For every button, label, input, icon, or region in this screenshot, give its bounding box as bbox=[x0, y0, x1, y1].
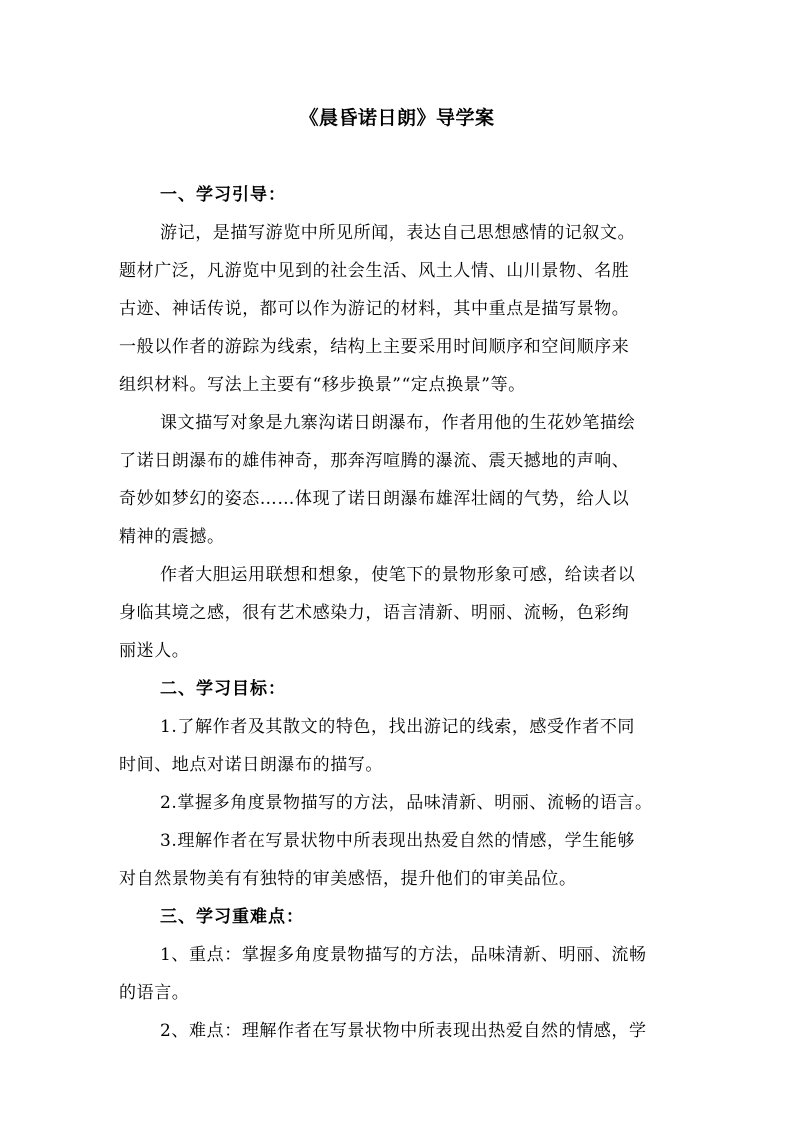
list-item-line: 2、难点：理解作者在写景状物中所表现出热爱自然的情感，学 bbox=[160, 1021, 647, 1041]
paragraph-line: 组织材料。写法上主要有“移步换景”“定点换景”等。 bbox=[119, 375, 526, 395]
list-item-line: 对自然景物美有有独特的审美感悟，提升他们的审美品位。 bbox=[119, 869, 577, 889]
paragraph-line: 游记，是描写游览中所见所闻，表达自己思想感情的记叙文。 bbox=[160, 223, 636, 243]
section-heading-objectives: 二、学习目标： bbox=[160, 679, 286, 699]
paragraph-line: 古迹、神话传说，都可以作为游记的材料，其中重点是描写景物。 bbox=[119, 299, 630, 319]
paragraph-line: 一般以作者的游踪为线索，结构上主要采用时间顺序和空间顺序来 bbox=[119, 337, 630, 357]
list-item-line: 时间、地点对诺日朗瀑布的描写。 bbox=[119, 755, 383, 775]
list-item-line: 的语言。 bbox=[119, 983, 190, 1003]
paragraph-line: 题材广泛，凡游览中见到的社会生活、风土人情、山川景物、名胜 bbox=[119, 261, 630, 281]
paragraph-line: 丽迷人。 bbox=[119, 641, 190, 661]
paragraph-line: 课文描写对象是九寨沟诺日朗瀑布，作者用他的生花妙笔描绘 bbox=[160, 413, 636, 433]
section-heading-guidance: 一、学习引导： bbox=[160, 185, 286, 205]
paragraph-line: 身临其境之感，很有艺术感染力，语言清新、明丽、流畅，色彩绚 bbox=[119, 603, 630, 623]
paragraph-line: 奇妙如梦幻的姿态……体现了诺日朗瀑布雄浑壮阔的气势，给人以 bbox=[119, 489, 630, 509]
paragraph-line: 了诺日朗瀑布的雄伟神奇，那奔泻喧腾的瀑流、震天撼地的声响、 bbox=[119, 451, 630, 471]
paragraph-line: 精神的震撼。 bbox=[119, 527, 225, 547]
list-item-line: 1.了解作者及其散文的特色，找出游记的线索，感受作者不同 bbox=[160, 717, 636, 737]
section-heading-key-points: 三、学习重难点： bbox=[160, 907, 304, 927]
list-item-line: 1、重点：掌握多角度景物描写的方法，品味清新、明丽、流畅 bbox=[160, 945, 647, 965]
list-item-line: 2.掌握多角度景物描写的方法，品味清新、明丽、流畅的语言。 bbox=[160, 793, 653, 813]
page-title: 《晨昏诺日朗》导学案 bbox=[299, 107, 495, 129]
list-item-line: 3.理解作者在写景状物中所表现出热爱自然的情感，学生能够 bbox=[160, 831, 636, 851]
paragraph-line: 作者大胆运用联想和想象，使笔下的景物形象可感，给读者以 bbox=[160, 565, 636, 585]
